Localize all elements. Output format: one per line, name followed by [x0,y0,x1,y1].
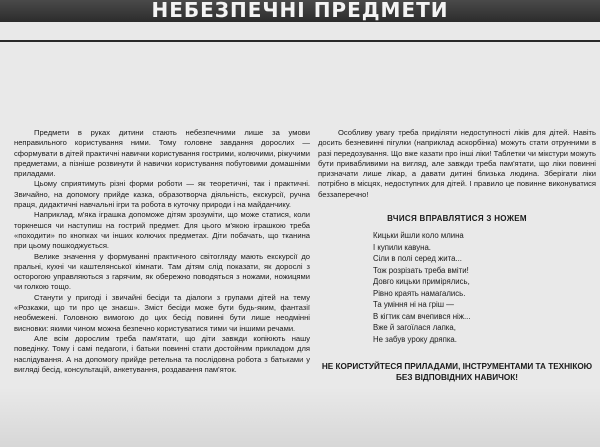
poem [373,230,596,345]
poem-line: Не забув уроку дряпка. [373,334,457,344]
paragraph: Наприклад, м'яка іграшка допоможе дітям зрозуміти, що може статися, коли торкнешся чи наступиш на гострий предмет. Для цього м'якою іграшкою треба «походити» по кнопках чи інших колючих предметах. Діти побачать, що тканина при цьому пошкоджується. [14,210,310,251]
scan-shadow [0,387,600,447]
poem-line: В кігтик сам вчепився ніж... [373,311,471,321]
paragraph: Цьому сприятимуть різні форми роботи — як теоретичні, так і практичні. Звичайно, на допомогу прийде казка, образотворча діяльність, екскурсії, ручна праця, дидактичні навчальні ігри та робота в куточку природи і на майданчику. [14,179,310,210]
poem-title: ВЧИСЯ ВПРАВЛЯТИСЯ З НОЖЕМ [387,214,527,224]
poem-line: Довго кицьки примірялись, [373,277,470,287]
poem-line: Вже й загоїлася лапка, [373,323,456,333]
paragraph: Велике значення у формуванні практичного світогляду мають екскурсії до пральні, кухні чи каштелянської кімнати. Там дітям слід показати, як дорослі з осторогою управляються з гарячим, як обережно поводяться з ножами, ножицями чи голкою тощо. [14,251,310,292]
paragraph: Предмети в руках дитини стають небезпечними лише за умови неправильного користування ними. Тому головне завдання дорослих — сформувати в дітей практичні навички користування гострими, колючими, ріжучими предметами, а пізніше розвинути й навички користування побутовими домашніми приладами. [14,128,310,179]
right-column [318,128,596,383]
left-column [14,128,310,375]
poem-line: Та уміння ні на гріш — [373,300,454,310]
safety-warning [318,361,596,383]
paragraph: Особливу увагу треба приділяти недоступності ліків для дітей. Навіть досить безневинні пігулки (наприклад аскорбінка) можуть стати отрунними в разі передозування. Що вже казати про інші ліки! Таблетки чи мікстури можуть бути привабливими на вигляд, але завжди треба пам'ятати, що ліки повинні призначати лише лікар, а давати дитині близька людина. Зберігати ліки потрібно в місцях, недоступних для дітей. І правило це повинне виконуватися беззаперечно! [318,128,596,199]
poem-line: Тож розрізать треба вміти! [373,265,469,275]
paragraph: Але всім дорослим треба пам'ятати, що діти завжди копіюють нашу поведінку. Тому і самі педагоги, і батьки повинні стати достойним прикладом для наслідування. А на допомогу прийде ретельна та послідовна робота з батьками у вигляді бесід, консультацій, анкетування, роздавання пам'яток. [14,333,310,374]
poem-line: Рівно краять намагались. [373,288,466,298]
header-divider [0,40,600,42]
warning-line: БЕЗ ВІДПОВІДНИХ НАВИЧОК! [395,373,519,383]
poem-line: Кицьки йшли коло млина [373,231,464,241]
poem-line: І купили кавуна. [373,242,431,252]
header-banner [0,0,600,22]
warning-line: НЕ КОРИСТУЙТЕСЯ ПРИЛАДАМИ, ІНСТРУМЕНТАМИ ТА ТЕХНІКОЮ [321,362,593,372]
page-title: НЕБЕЗПЕЧНІ ПРЕДМЕТИ [151,0,449,22]
paragraph: Станути у пригоді і звичайні бесіди та діалоги з групами дітей на тему «Розкажи, що ти про це знаєш». Зміст бесіди може бути будь-яким, фантазії необмежені. Головною вимогою до цих бесід повинні бути лише неодмінні висновки: якими чином можна безпечно користуватися тими чи іншими речами. [14,292,310,333]
poem-line: Сіли в полі серед жита... [373,254,462,264]
